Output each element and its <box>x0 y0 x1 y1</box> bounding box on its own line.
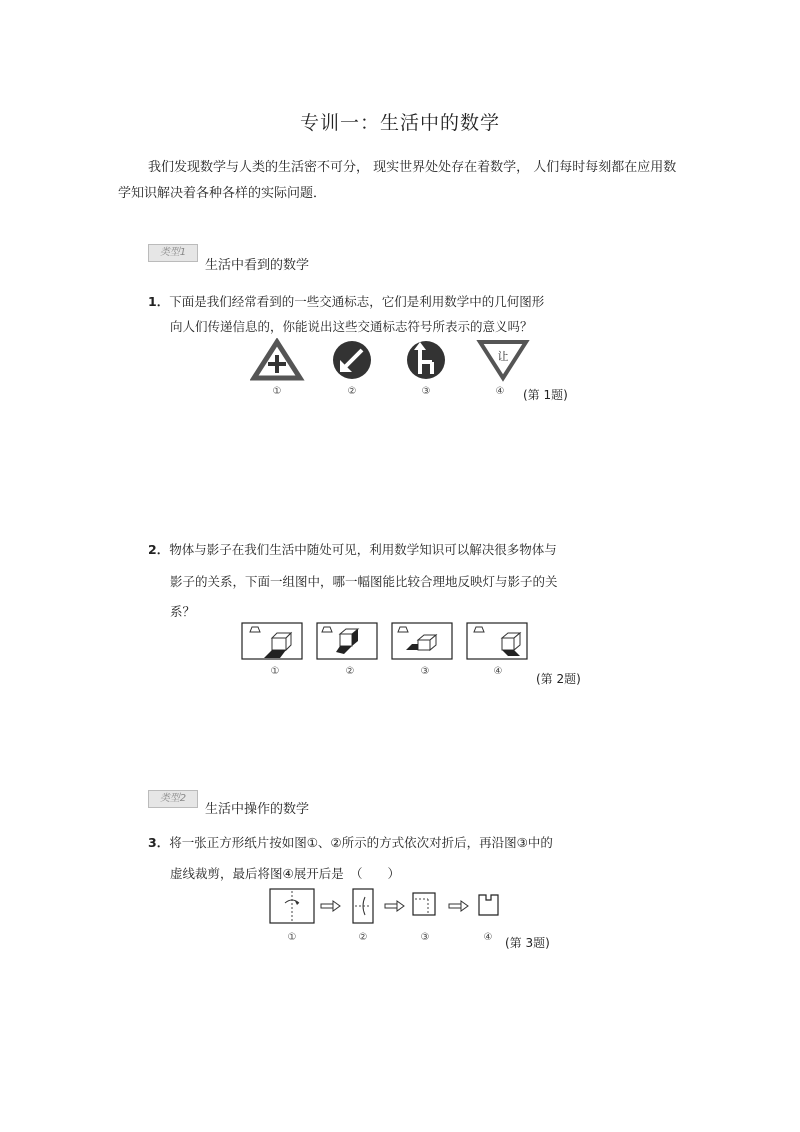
sign-label-4: ④ <box>495 386 505 397</box>
fold-step-1-square <box>270 889 314 923</box>
question-2-text-1: 物体与影子在我们生活中随处可见，利用数学知识可以解决很多物体与 <box>169 542 557 557</box>
question-3-line-1 <box>148 833 553 851</box>
arrow-right-icon-3 <box>449 901 468 911</box>
question-2-line-2: 影子的关系，下面一组图中，哪一幅图能比较合理地反映灯与影子的关 <box>170 574 558 589</box>
sign-4-text: 让 <box>497 350 509 363</box>
question-3-number: 3． <box>148 835 170 850</box>
figure-1-caption: (第 1题) <box>523 388 568 402</box>
section-tag-2: 类型2 <box>148 790 198 808</box>
intro-paragraph: 我们发现数学与人类的生活密不可分， 现实世界处处存在着数学， 人们每时每刻都在应用数学知识解决着各种各样的实际问题． <box>118 160 677 201</box>
sign-1-triangle-cross-icon <box>254 342 300 378</box>
question-3-line-2: 虚线裁剪，最后将图④展开后是 （ ） <box>170 866 400 881</box>
sign-2-diagonal-arrow-icon <box>333 341 371 379</box>
sign-3-turn-arrow-icon <box>407 341 445 379</box>
question-1-number: 1． <box>148 294 170 309</box>
option-label-1: ① <box>270 666 280 677</box>
sign-label-2: ② <box>347 386 357 397</box>
question-1-line-1 <box>148 292 544 310</box>
figure-3-caption: (第 3题) <box>505 936 550 950</box>
arrow-right-icon-1 <box>321 901 340 911</box>
question-2-line-3: 系？ <box>170 604 196 619</box>
section-heading-1: 生活中看到的数学 <box>205 258 310 273</box>
option-1-lamp-shadow-image <box>242 623 302 659</box>
step-label-3: ③ <box>420 932 430 943</box>
option-label-3: ③ <box>420 666 430 677</box>
sign-label-1: ① <box>272 386 282 397</box>
sign-label-3: ③ <box>421 386 431 397</box>
question-2-number: 2． <box>148 542 170 557</box>
step-label-4: ④ <box>483 932 493 943</box>
question-1-text-1: 下面是我们经常看到的一些交通标志，它们是利用数学中的几何图形 <box>169 294 545 309</box>
fold-step-2-rectangle <box>353 889 373 923</box>
option-label-4: ④ <box>493 666 503 677</box>
option-3-lamp-shadow-image <box>392 623 452 659</box>
section-heading-2: 生活中操作的数学 <box>205 802 310 817</box>
paper-fold-figure <box>265 885 515 947</box>
option-2-lamp-shadow-image <box>317 623 377 659</box>
arrow-right-icon-2 <box>385 901 404 911</box>
traffic-signs-figure <box>250 338 550 406</box>
section-tag-1: 类型1 <box>148 244 198 262</box>
sign-4-yield-icon <box>480 342 526 378</box>
figure-2-caption: (第 2题) <box>536 672 581 686</box>
option-label-2: ② <box>345 666 355 677</box>
question-1-line-2: 向人们传递信息的，你能说出这些交通标志符号所表示的意义吗？ <box>170 319 533 334</box>
lamp-shadow-figure <box>240 620 540 682</box>
step-label-1: ① <box>287 932 297 943</box>
step-label-2: ② <box>358 932 368 943</box>
page-title: 专训一：生活中的数学 <box>299 112 500 134</box>
option-4-lamp-shadow-image <box>467 623 527 659</box>
fold-step-4-cut-shape <box>479 895 498 915</box>
fold-step-3-square <box>413 893 435 915</box>
question-2-line-1 <box>148 540 557 558</box>
question-3-text-1: 将一张正方形纸片按如图①、②所示的方式依次对折后，再沿图③中的 <box>169 835 553 850</box>
